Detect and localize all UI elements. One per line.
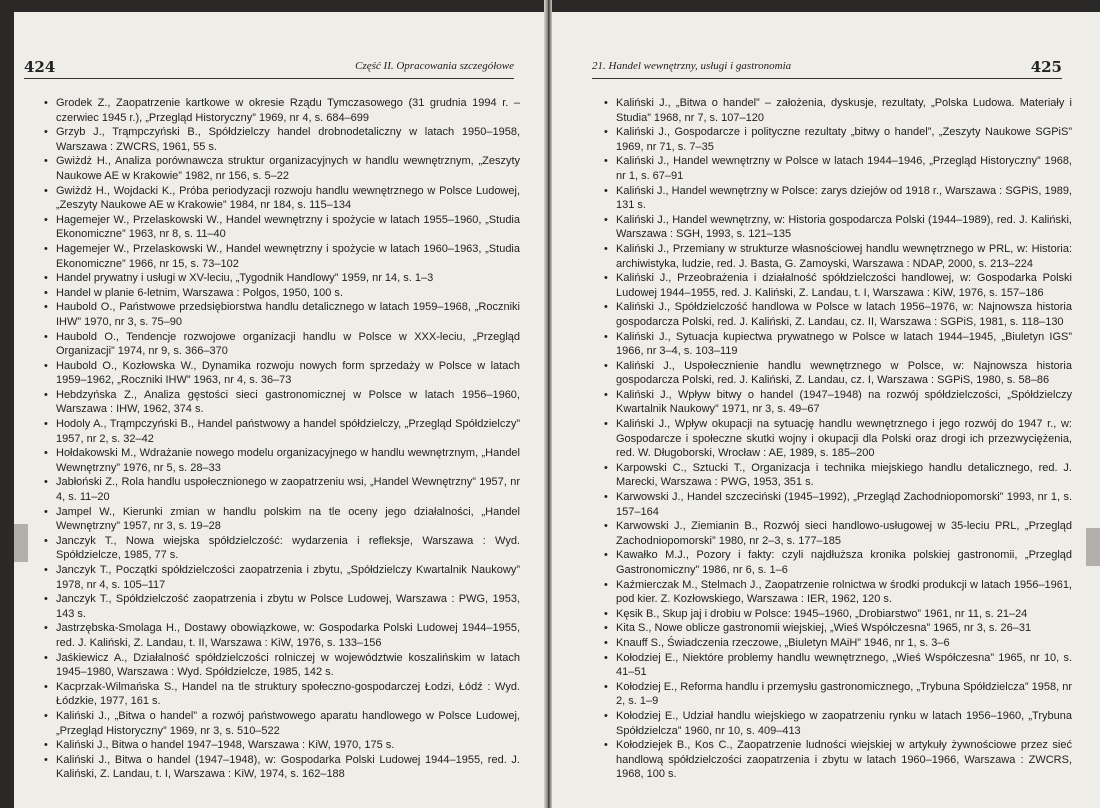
- bibliography-entry: • Haubold O., Tendencje rozwojowe organizacji handlu w Polsce w XXX-leciu, „Przegląd Organizacji” 1974, nr 9, s. 366–370: [44, 330, 520, 359]
- bibliography-entry: • Grodek Z., Zaopatrzenie kartkowe w okresie Rządu Tymczasowego (31 grudnia 1994 r. – czerwiec 1945 r.), „Przegląd Historyczny” 1969, nr 4, s. 684–699: [44, 96, 520, 125]
- bibliography-entry: • Karwowski J., Handel szczeciński (1945–1992), „Przegląd Zachodniopomorski” 1993, nr 1, s. 157–164: [604, 490, 1072, 519]
- bibliography-entry: • Karwowski J., Ziemianin B., Rozwój sieci handlowo-usługowej w 35-leciu PRL, „Przegląd Zachodniopomorski” 1980, nr 2–3, s. 177–185: [604, 519, 1072, 548]
- bibliography-entry: • Kita S., Nowe oblicze gastronomii wiejskiej, „Wieś Współczesna” 1965, nr 3, s. 26–31: [604, 621, 1072, 636]
- bibliography-entry: • Haubold O., Kozłowska W., Dynamika rozwoju nowych form sprzedaży w Polsce w latach 1959–1962, „Roczniki IHW” 1963, nr 4, s. 36–73: [44, 359, 520, 388]
- bibliography-entry: • Kaliński J., Bitwa o handel 1947–1948, Warszawa : KiW, 1970, 175 s.: [44, 738, 520, 753]
- running-head-right: 21. Handel wewnętrzny, usługi i gastronomia: [592, 60, 792, 72]
- bibliography-entry: • Kawałko M.J., Pozory i fakty: czyli najdłuższa kronika polskiej gastronomii, „Przegląd Gastronomiczny” 1986, nr 6, s. 1–6: [604, 548, 1072, 577]
- bibliography-entry: • Kęsik B., Skup jaj i drobiu w Polsce: 1945–1960, „Drobiarstwo” 1961, nr 11, s. 21–24: [604, 607, 1072, 622]
- bibliography-entry: • Kołodziej E., Reforma handlu i przemysłu gastronomicznego, „Trybuna Spółdzielcza” 1958, nr 2, s. 1–9: [604, 680, 1072, 709]
- bibliography-entry: • Hebdzyńska Z., Analiza gęstości sieci gastronomicznej w Polsce w latach 1956–1960, Warszawa : IHW, 1962, 374 s.: [44, 388, 520, 417]
- bibliography-entry: • Haubold O., Państwowe przedsiębiorstwa handlu detalicznego w latach 1959–1968, „Roczniki IHW” 1970, nr 3, s. 75–90: [44, 300, 520, 329]
- page-number-left: 424: [24, 58, 56, 76]
- bibliography-entry: • Hołdakowski M., Wdrażanie nowego modelu organizacyjnego w handlu wewnętrznym, „Handel Wewnętrzny” 1976, nr 5, s. 28–33: [44, 446, 520, 475]
- bibliography-entry: • Kaliński J., Handel wewnętrzny, w: Historia gospodarcza Polski (1944–1989), red. J. Kaliński, Warszawa : SGH, 1993, s. 121–135: [604, 213, 1072, 242]
- bibliography-entry: • Kołodziej E., Niektóre problemy handlu wewnętrznego, „Wieś Współczesna” 1965, nr 10, s. 41–51: [604, 651, 1072, 680]
- running-head-left: Część II. Opracowania szczegółowe: [355, 60, 514, 72]
- bibliography-entry: • Grzyb J., Trąmpczyński B., Spółdzielczy handel drobnodetaliczny w latach 1950–1958, Warszawa : ZWCRS, 1961, 55 s.: [44, 125, 520, 154]
- bibliography-entry: • Kaliński J., Sytuacja kupiectwa prywatnego w Polsce w latach 1944–1945, „Biuletyn IGS” 1966, nr 3–4, s. 103–119: [604, 330, 1072, 359]
- bibliography-list-right: [604, 96, 1072, 782]
- thumb-tab-right: [1086, 528, 1100, 566]
- bibliography-entry: • Hagemejer W., Przelaskowski W., Handel wewnętrzny i spożycie w latach 1955–1960, „Studia Ekonomiczne” 1963, nr 8, s. 11–40: [44, 213, 520, 242]
- bibliography-entry: • Hagemejer W., Przelaskowski W., Handel wewnętrzny i spożycie w latach 1960–1963, „Studia Ekonomiczne” 1966, nr 15, s. 73–102: [44, 242, 520, 271]
- bibliography-entry: • Kaliński J., Wpływ okupacji na sytuację handlu wewnętrznego i jego rozwój do 1947 r., w: Gospodarcze i społeczne skutki wojny i okupacji dla Polski oraz drogi ich przezwyciężenia, red. W. Długoborski, Wrocław : AE, 1989, s. 185–200: [604, 417, 1072, 461]
- book-gutter: [544, 0, 552, 808]
- bibliography-entry: • Jastrzębska-Smolaga H., Dostawy obowiązkowe, w: Gospodarka Polski Ludowej 1944–1955, red. J. Kaliński, Z. Landau, t. II, Warszawa : KiW, 1976, s. 133–156: [44, 621, 520, 650]
- bibliography-entry: • Gwiżdż H., Wojdacki K., Próba periodyzacji rozwoju handlu wewnętrznego w Polsce Ludowej, „Zeszyty Naukowe AE w Krakowie” 1984, nr 184, s. 115–134: [44, 184, 520, 213]
- bibliography-entry: • Kaźmierczak M., Stelmach J., Zaopatrzenie rolnictwa w środki produkcji w latach 1956–1961, pod kier. Z. Kozłowskiego, Warszawa : IER, 1962, 120 s.: [604, 578, 1072, 607]
- bibliography-entry: • Kaliński J., Przeobrażenia i działalność spółdzielczości handlowej, w: Gospodarka Polski Ludowej 1944–1955, red. J. Kaliński, Z. Landau, t. I, Warszawa : KiW, 1976, s. 157–186: [604, 271, 1072, 300]
- bibliography-entry: • Kaliński J., Przemiany w strukturze własnościowej handlu wewnętrznego w PRL, w: Historia: archiwistyka, ludzie, red. J. Basta, G. Zamoyski, Warszawa : NDAP, 2000, s. 213–224: [604, 242, 1072, 271]
- bibliography-entry: • Kaliński J., Wpływ bitwy o handel (1947–1948) na rozwój spółdzielczości, „Spółdzielczy Kwartalnik Naukowy” 1971, nr 3, s. 49–67: [604, 388, 1072, 417]
- bibliography-entry: • Hodoly A., Trąmpczyński B., Handel państwowy a handel spółdzielczy, „Przegląd Spółdzielczy” 1957, nr 2, s. 32–42: [44, 417, 520, 446]
- bibliography-entry: • Janczyk T., Początki spółdzielczości zaopatrzenia i zbytu, „Spółdzielczy Kwartalnik Naukowy” 1978, nr 4, s. 105–117: [44, 563, 520, 592]
- bibliography-entry: • Kaliński J., Handel wewnętrzny w Polsce: zarys dziejów od 1918 r., Warszawa : SGPiS, 1989, 131 s.: [604, 184, 1072, 213]
- bibliography-entry: • Kaliński J., Bitwa o handel (1947–1948), w: Gospodarka Polski Ludowej 1944–1955, red. J. Kaliński, Z. Landau, t. I, Warszawa : KiW, 1974, s. 162–188: [44, 753, 520, 782]
- bibliography-entry: • Kaliński J., „Bitwa o handel” a rozwój państwowego aparatu handlowego w Polsce Ludowej, „Przegląd Historyczny” 1969, nr 3, s. 510–522: [44, 709, 520, 738]
- right-page-header: [592, 58, 1062, 79]
- bibliography-entry: • Kołodziejek B., Kos C., Zaopatrzenie ludności wiejskiej w artykuły żywnościowe przez sieć handlową spółdzielczości zaopatrzenia i zbytu w latach 1960–1966, Warszawa : ZWCRS, 1968, 100 s.: [604, 738, 1072, 782]
- bibliography-entry: • Jabłoński Z., Rola handlu uspołecznionego w zaopatrzeniu wsi, „Handel Wewnętrzny” 1957, nr 4, s. 11–20: [44, 475, 520, 504]
- bibliography-entry: • Jampel W., Kierunki zmian w handlu polskim na tle oceny jego działalności, „Handel Wewnętrzny” 1957, nr 3, s. 19–28: [44, 505, 520, 534]
- bibliography-entry: • Janczyk T., Spółdzielczość zaopatrzenia i zbytu w Polsce Ludowej, Warszawa : PWG, 1953, 143 s.: [44, 592, 520, 621]
- bibliography-entry: • Handel w planie 6-letnim, Warszawa : Polgos, 1950, 100 s.: [44, 286, 520, 301]
- bibliography-entry: • Kaliński J., Handel wewnętrzny w Polsce w latach 1944–1946, „Przegląd Historyczny” 1968, nr 1, s. 67–91: [604, 154, 1072, 183]
- bibliography-entry: • Gwiżdż H., Analiza porównawcza struktur organizacyjnych w handlu wewnętrznym, „Zeszyty Naukowe AE w Krakowie” 1982, nr 156, s. 5–22: [44, 154, 520, 183]
- bibliography-entry: • Jaśkiewicz A., Działalność spółdzielczości rolniczej w województwie koszalińskim w latach 1945–1980, Warszawa : Wyd. Spółdzielcze, 1985, 142 s.: [44, 651, 520, 680]
- left-page: [14, 12, 544, 808]
- bibliography-entry: • Janczyk T., Nowa wiejska spółdzielczość: wydarzenia i refleksje, Warszawa : Wyd. Spółdzielcze, 1985, 77 s.: [44, 534, 520, 563]
- bibliography-entry: • Karpowski C., Sztucki T., Organizacja i technika miejskiego handlu detalicznego, red. J. Marecki, Warszawa : PWG, 1953, 351 s.: [604, 461, 1072, 490]
- bibliography-entry: • Kacprzak-Wilmańska S., Handel na tle struktury społeczno-gospodarczej Łodzi, Łódź : Wyd. Łódzkie, 1977, 161 s.: [44, 680, 520, 709]
- bibliography-entry: • Kaliński J., „Bitwa o handel” – założenia, dyskusje, rezultaty, „Polska Ludowa. Materiały i Studia” 1968, nr 7, s. 107–120: [604, 96, 1072, 125]
- bibliography-list-left: [44, 96, 520, 782]
- bibliography-entry: • Kołodziej E., Udział handlu wiejskiego w zaopatrzeniu rynku w latach 1956–1960, „Trybuna Spółdzielcza” 1960, nr 10, s. 409–413: [604, 709, 1072, 738]
- bibliography-entry: • Handel prywatny i usługi w XV-leciu, „Tygodnik Handlowy” 1959, nr 14, s. 1–3: [44, 271, 520, 286]
- thumb-tab-left: [14, 524, 28, 562]
- left-page-header: [24, 58, 514, 79]
- page-number-right: 425: [1030, 58, 1062, 76]
- bibliography-entry: • Knauff S., Świadczenia rzeczowe, „Biuletyn MAiH” 1946, nr 1, s. 3–6: [604, 636, 1072, 651]
- bibliography-entry: • Kaliński J., Spółdzielczość handlowa w Polsce w latach 1956–1976, w: Najnowsza historia gospodarcza Polski, red. J. Kaliński, Z. Landau, cz. II, Warszawa : SGPiS, 1981, s. 118–130: [604, 300, 1072, 329]
- bibliography-entry: • Kaliński J., Uspołecznienie handlu wewnętrznego w Polsce, w: Najnowsza historia gospodarcza Polski, red. J. Kaliński, Z. Landau, cz. I, Warszawa : SGPiS, 1980, s. 58–86: [604, 359, 1072, 388]
- bibliography-entry: • Kaliński J., Gospodarcze i polityczne rezultaty „bitwy o handel”, „Zeszyty Naukowe SGPiS” 1969, nr 71, s. 7–35: [604, 125, 1072, 154]
- right-page: [552, 12, 1100, 808]
